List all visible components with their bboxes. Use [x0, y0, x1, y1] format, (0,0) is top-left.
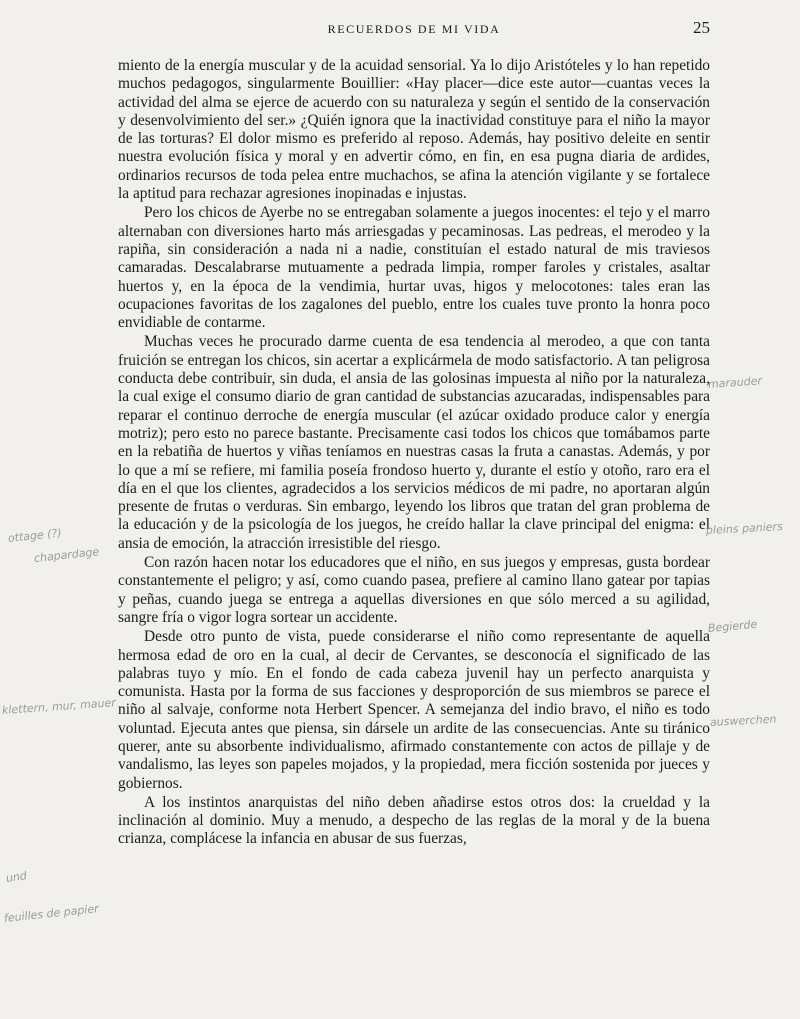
margin-note: chapardage [33, 545, 100, 565]
paragraph: A los instintos anarquistas del niño deben añadirse estos otros dos: la crueldad y la inclinación al dominio. Muy a menudo, a despecho de las reglas de la moral y de la buena crianza, complácese la infancia en abusar de sus fuerzas, [118, 793, 710, 848]
margin-note: Begierde [707, 617, 758, 635]
margin-note: marauder [707, 374, 763, 391]
paragraph: miento de la energía muscular y de la acuidad sensorial. Ya lo dijo Aristóteles y lo han repetido muchos pedagogos, singularmente Bouillier: «Hay placer—dice este autor—cuantas veces la actividad del alma se ejerce de acuerdo con su naturaleza y según el sentido de la conservación y desenvolvimiento del ser.» ¿Quién ignora que la inactividad constituye para el niño la mayor de las torturas? El dolor mismo es preferido al reposo. Además, hay positivo deleite en sentir nuestra evolución física y moral y en advertir cómo, en fin, en esa pugna diaria de ardides, ordinarios recursos de toda pelea entre muchachos, se afina la atención vigilante y se fortalece la aptitud para rechazar agresiones inopinadas e injustas. [118, 57, 710, 203]
paragraph: Pero los chicos de Ayerbe no se entregaban solamente a juegos inocentes: el tejo y el marro alternaban con diversiones harto más arriesgadas y pecaminosas. Las pedreas, el merodeo y la rapiña, sin consideración a nada ni a nadie, constituían el estado natural de mis traviesos camaradas. Descalabrarse mutuamente a pedrada limpia, romper faroles y cristales, asaltar huertos y, en la época de la vendimia, hurtar uvas, higos y melocotones: tales eran las ocupaciones favoritas de los zagalones del pueblo, entre los cuales tuve pronto la honra poco envidiable de contarme. [118, 204, 710, 332]
running-head [118, 18, 710, 40]
margin-note: pleins paniers [705, 519, 784, 537]
margin-note: ottage (?) [7, 526, 63, 545]
running-title: RECUERDOS DE MI VIDA [327, 22, 501, 36]
paragraph: Muchas veces he procurado darme cuenta de esa tendencia al merodeo, a que con tanta fruición se entregan los chicos, sin acertar a explicármela de modo satisfactorio. A tan peligrosa conducta debe contribuir, sin duda, el ansia de las golosinas impuesta al niño por la naturaleza, la cual exige el consumo diario de gran cantidad de substancias azucaradas, indispensables para reparar el continuo derroche de energía muscular (el azúcar oxidado produce calor y energía motriz); pero esto no parece bastante. Precisamente casi todos los chicos que tomábamos parte en la rebatiña de huertos y viñas teníamos en nuestras casas la fruta a canastas. Además, y por lo que a mí se refiere, mi familia poseía frondoso huerto y, durante el estío y otoño, raro era el día en el que los clientes, agradecidos a los servicios médicos de mi padre, no aportaran algún presente de frutas o verduras. Sin embargo, leyendo los libros que tratan del gran problema de la educación y de la psicología de los juegos, he creído hallar la clave principal del enigma: el ansia de emoción, la atracción irresistible del riesgo. [118, 333, 710, 552]
paragraph: Con razón hacen notar los educadores que el niño, en sus juegos y empresas, gusta bordear constantemente el peligro; y así, como cuando pasea, prefiere al camino llano gatear por tapias y peñas, cuando juega se entrega a aquellas diversiones en que sólo merced a su agilidad, sangre fría o vigor logra sortear un accidente. [118, 554, 710, 626]
margin-note: und [5, 869, 28, 885]
margin-note: klettern, mur, mauer [1, 696, 117, 717]
margin-note: auswerchen [709, 712, 777, 729]
margin-note: feuilles de papier [3, 902, 100, 925]
page-number: 25 [693, 18, 710, 37]
body-text [118, 57, 710, 849]
paragraph: Desde otro punto de vista, puede considerarse el niño como representante de aquella hermosa edad de oro en la cual, al decir de Cervantes, se desconocía el significado de las palabras tuyo y mío. En el fondo de cada cabeza juvenil hay un perfecto anarquista y comunista. Hasta por la forma de sus facciones y desproporción de sus miembros se parece el niño al salvaje, conforme nota Herbert Spencer. A semejanza del indio bravo, el niño es todo voluntad. Ejecuta antes que piensa, sin dársele un ardite de las consecuencias. Ante su tiránico querer, ante su absorbente individualismo, afirmado constantemente con actos de pillaje y de vandalismo, las leyes son papeles mojados, y la propiedad, mera ficción sostenida por jueces y gobiernos. [118, 628, 710, 792]
